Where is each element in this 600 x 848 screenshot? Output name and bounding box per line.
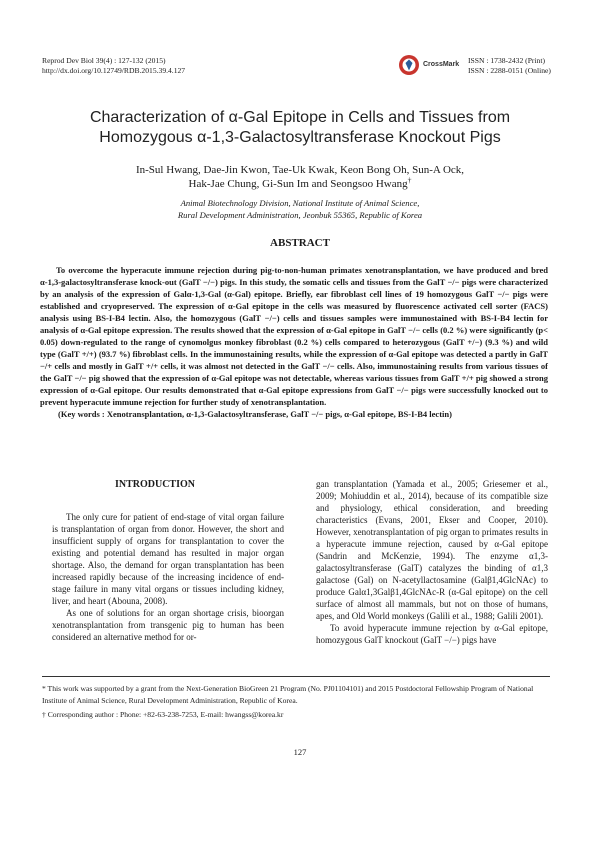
issn-print: ISSN : 1738-2432 (Print) xyxy=(468,56,545,65)
introduction-heading: INTRODUCTION xyxy=(114,479,195,490)
left-column xyxy=(52,511,284,643)
doi-line: http://dx.doi.org/10.12749/RDB.2015.39.4.127 xyxy=(42,66,186,75)
crossmark-label: CrossMark xyxy=(423,61,460,68)
crossmark-logo xyxy=(398,54,420,76)
abstract-section xyxy=(40,264,548,420)
affiliation-line-1: Animal Biotechnology Division, National Institute of Animal Science, xyxy=(180,198,420,208)
intro-paragraph-3: gan transplantation (Yamada et al., 2005; Griesemer et al., 2009; Mohiuddin et al., 2014), because of its compatible size and physiology, ethical consideration, and breeding characteristics (Evans, 2001, Ekser and Cooper, 2010). However, xenotransplantation of pig organ to primates results in a hyperacute immune rejection, caused by α-Gal epitope (Sandrin and McKenzie, 1994). The enzyme α1,3-galactosyltransferase (GalT) catalyzes the binding of α1,3 galactose (Gal) on N-acetyllactosamine (Galβ1,4GlcNAc) to produce Galα1,3Galβ1,4GlcNAc-R (α-Gal epitope) on the cell surface of almost all mammals, but not on those of humans, apes, and Old World monkeys (Galili et al., 1988; Galili 2001). xyxy=(316,479,548,621)
intro-paragraph-1: The only cure for patient of end-stage of vital organ failure is transplantation of organ from donor. However, the short and insufficient supply of organs for transplantation to cover the existing and potential demand has resulted in major organ shortage. Also, the demand for organ transplantation has been increased rapidly because of the increasing incidence of end-stage failure in many vital organs or tissues including kidney, liver, and heart (Abouna, 2008). xyxy=(52,512,284,606)
affiliation xyxy=(60,197,540,221)
title-line-2: Homozygous α-1,3-Galactosyltransferase Knockout Pigs xyxy=(99,129,501,146)
journal-line: Reprod Dev Biol 39(4) : 127-132 (2015) xyxy=(42,56,166,65)
abstract-body: To overcome the hyperacute immune rejection during pig-to-non-human primates xenotransplantation, we have produced and bred α-1,3-galactosyltransferase knock-out (GalT −/−) pigs. In this study, the somatic cells and tissues from the GalT −/− pigs were characterized by an analysis of the expression of Galα-1,3-Gal (α-Gal) epitope. Briefly, ear fibroblast cell lines of 19 homozygous GalT −/− pigs were established and cryopreserved. The expression of α-Gal epitope in the cells was measured by fluorescence activated cell sorter (FACS) analysis using BS-I-B4 lectin. Also, the homozygous (GalT −/−) cells and tissues samples were immunostained with BS-I-B4 lectin for analysis of α-Gal epitope expression. The results showed that the expression of α-Gal epitope in GalT −/− cells (0.2 %) were significantly (p< 0.05) down-regulated to the range of cynomolgus monkey fibroblast (0.2 %) cells compared to heterozygous (GalT +/−) (9.3 %) and wild type (GalT +/+) (93.7 %) fibroblast cells. In the immunostaining results, while the expression of α-Gal epitope was detected a partly in GalT −/+ cells and mostly in GalT +/+ cells, it was almost not detected in the GalT −/− cells. Also, immunostaining results from various tissues of the GalT −/− pig showed that the expression of α-Gal epitope was not detectable, whereas various tissues from GalT +/+ pig showed a strong expression of α-Gal epitope. Our results demonstrated that α-Gal epitope expressions from GalT −/− pigs were successfully knocked out to prevent hyperacute immune rejection for further study of xenotransplantation. xyxy=(40,265,548,407)
intro-paragraph-4: To avoid hyperacute immune rejection by α-Gal epitope, homozygous GalT knockout (GalT −/−) pigs have xyxy=(316,623,548,645)
issn-block xyxy=(468,56,551,76)
right-column xyxy=(316,478,548,646)
authors-line-1: In-Sul Hwang, Dae-Jin Kwon, Tae-Uk Kwak, Keon Bong Oh, Sun-A Ock, xyxy=(135,164,465,176)
dagger-mark: † xyxy=(407,175,412,185)
crossmark-badge[interactable] xyxy=(398,52,468,78)
footnotes xyxy=(42,683,550,724)
intro-paragraph-2: As one of solutions for an organ shortage crisis, bioorgan xenotransplantation from transgenic pig to human has been considered an alternative method for or- xyxy=(52,608,284,642)
title-line-1: Characterization of α-Gal Epitope in Cells and Tissues from xyxy=(89,109,511,126)
affiliation-line-2: Rural Development Administration, Jeonbuk 55365, Republic of Korea xyxy=(177,210,423,220)
funding-footnote: * This work was supported by a grant from the Next-Generation BioGreen 21 Program (No. PJ01104101) and 2015 Postdoctoral Fellowship Program of National Institute of Animal Science, Rural Development Administration, Republic of Korea. xyxy=(42,684,534,705)
keywords: (Key words : Xenotransplantation, α-1,3-Galactosyltransferase, GalT −/− pigs, α-Gal epitope, BS-I-B4 lectin) xyxy=(58,409,452,419)
page-number: 127 xyxy=(293,747,307,757)
corresponding-author-footnote: † Corresponding author : Phone: +82-63-238-7253, E-mail: hwangss@korea.kr xyxy=(42,710,284,719)
author-list xyxy=(60,163,540,191)
authors-line-2: Hak-Jae Chung, Gi-Sun Im and Seongsoo Hwang xyxy=(188,178,408,190)
issn-online: ISSN : 2288-0151 (Online) xyxy=(468,66,551,75)
journal-citation xyxy=(42,56,185,76)
abstract-heading: ABSTRACT xyxy=(270,237,330,249)
paper-title xyxy=(40,108,560,148)
footnote-divider xyxy=(42,676,550,677)
